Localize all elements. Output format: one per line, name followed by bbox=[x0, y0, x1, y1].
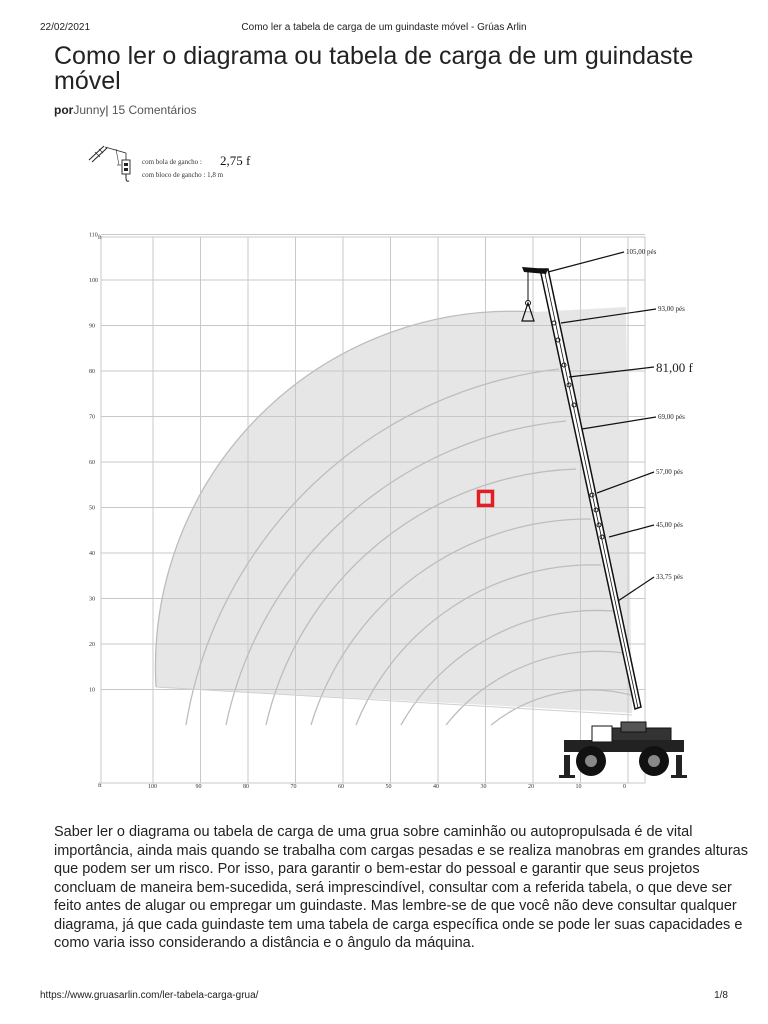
load-chart-svg bbox=[86, 225, 736, 795]
article-title: Como ler o diagrama ou tabela de carga de um guindaste móvel bbox=[54, 42, 694, 95]
y-tick-label: 100 bbox=[89, 278, 98, 284]
byline-prefix: por bbox=[54, 103, 74, 117]
boom-length-label: 81,00 f bbox=[656, 360, 693, 375]
y-tick-label: 30 bbox=[89, 596, 95, 603]
print-url[interactable]: https://www.gruasarlin.com/ler-tabela-carga-grua/ bbox=[40, 990, 259, 1001]
x-tick-label: 90 bbox=[195, 784, 202, 790]
x-tick-label: 0 bbox=[623, 784, 626, 790]
y-axis-ticks bbox=[89, 233, 98, 694]
working-range-envelope bbox=[155, 307, 632, 713]
x-tick-label: 40 bbox=[433, 784, 439, 790]
y-tick-label: 40 bbox=[89, 551, 95, 557]
byline bbox=[54, 103, 197, 117]
boom-length-label: 105,00 pés bbox=[626, 248, 657, 256]
y-tick-label: 90 bbox=[89, 323, 95, 330]
x-tick-label: 20 bbox=[528, 784, 534, 790]
hook-block-label: com bloco de gancho : 1,8 m bbox=[142, 171, 224, 179]
y-tick-label: 110 bbox=[89, 232, 98, 239]
y-tick-label: 10 bbox=[89, 687, 95, 694]
byline-separator: | bbox=[105, 103, 109, 117]
x-tick-label: 70 bbox=[290, 784, 297, 790]
x-tick-label: 60 bbox=[338, 784, 344, 790]
y-tick-label: 80 bbox=[89, 369, 95, 375]
boom-length-label: 45,00 pés bbox=[656, 521, 683, 529]
x-tick-label: 100 bbox=[148, 784, 157, 790]
y-tick-label: 20 bbox=[89, 642, 95, 648]
x-axis-unit-label: ft bbox=[98, 783, 102, 789]
y-tick-label: 50 bbox=[89, 505, 95, 512]
x-tick-label: 80 bbox=[243, 784, 249, 790]
boom-length-leader bbox=[548, 252, 624, 272]
intro-paragraph: Saber ler o diagrama ou tabela de carga de uma grua sobre caminhão ou autopropulsada é de vital importância, ainda mais quando se trabalha com cargas pesadas e se realiza manobras em grandes alturas que podem ser um risco. Por isso, para garantir o bem-estar do pessoal e garantir que seus projetos concluam de maneira bem-sucedida, será imprescindível, consultar com a referida tabela, o que deve ser feito antes de alugar ou empregar um guindaste. Mas lembre-se de que você não deve consultar qualquer diagrama, já que cada guindaste tem uma tabela de carga específica onde se pode ler suas capacidades e como varia isso considerando a distância e o ângulo da máquina. bbox=[54, 824, 748, 951]
boom-length-label: 69,00 pés bbox=[658, 413, 685, 421]
crane-icon bbox=[559, 722, 687, 778]
y-axis-unit-label: ft bbox=[98, 235, 102, 241]
hook-ball-label: com bola de gancho : bbox=[142, 158, 202, 166]
boom-length-label: 33,75 pés bbox=[656, 573, 683, 581]
x-axis-ticks bbox=[148, 784, 626, 790]
page-number: 1/8 bbox=[714, 990, 728, 1001]
print-footer bbox=[40, 990, 728, 1004]
boom-length-label: 93,00 pés bbox=[658, 305, 685, 313]
y-tick-label: 60 bbox=[89, 460, 95, 466]
author-link[interactable]: Junny bbox=[73, 103, 106, 117]
x-tick-label: 50 bbox=[385, 784, 392, 790]
x-tick-label: 30 bbox=[480, 784, 487, 790]
boom-length-label: 57,00 pés bbox=[656, 468, 683, 476]
load-chart bbox=[86, 225, 736, 795]
print-page-title: Como ler a tabela de carga de um guindaste móvel - Grúas Arlin bbox=[241, 22, 527, 33]
hook-icon bbox=[86, 140, 142, 190]
hook-legend bbox=[86, 140, 276, 190]
print-header bbox=[40, 22, 728, 36]
boom-tip bbox=[522, 267, 548, 274]
x-tick-label: 10 bbox=[575, 784, 582, 790]
hook-ball-value: 2,75 f bbox=[220, 153, 251, 168]
comments-link[interactable]: 15 Comentários bbox=[108, 103, 197, 117]
y-tick-label: 70 bbox=[89, 414, 95, 421]
print-date: 22/02/2021 bbox=[40, 22, 91, 33]
